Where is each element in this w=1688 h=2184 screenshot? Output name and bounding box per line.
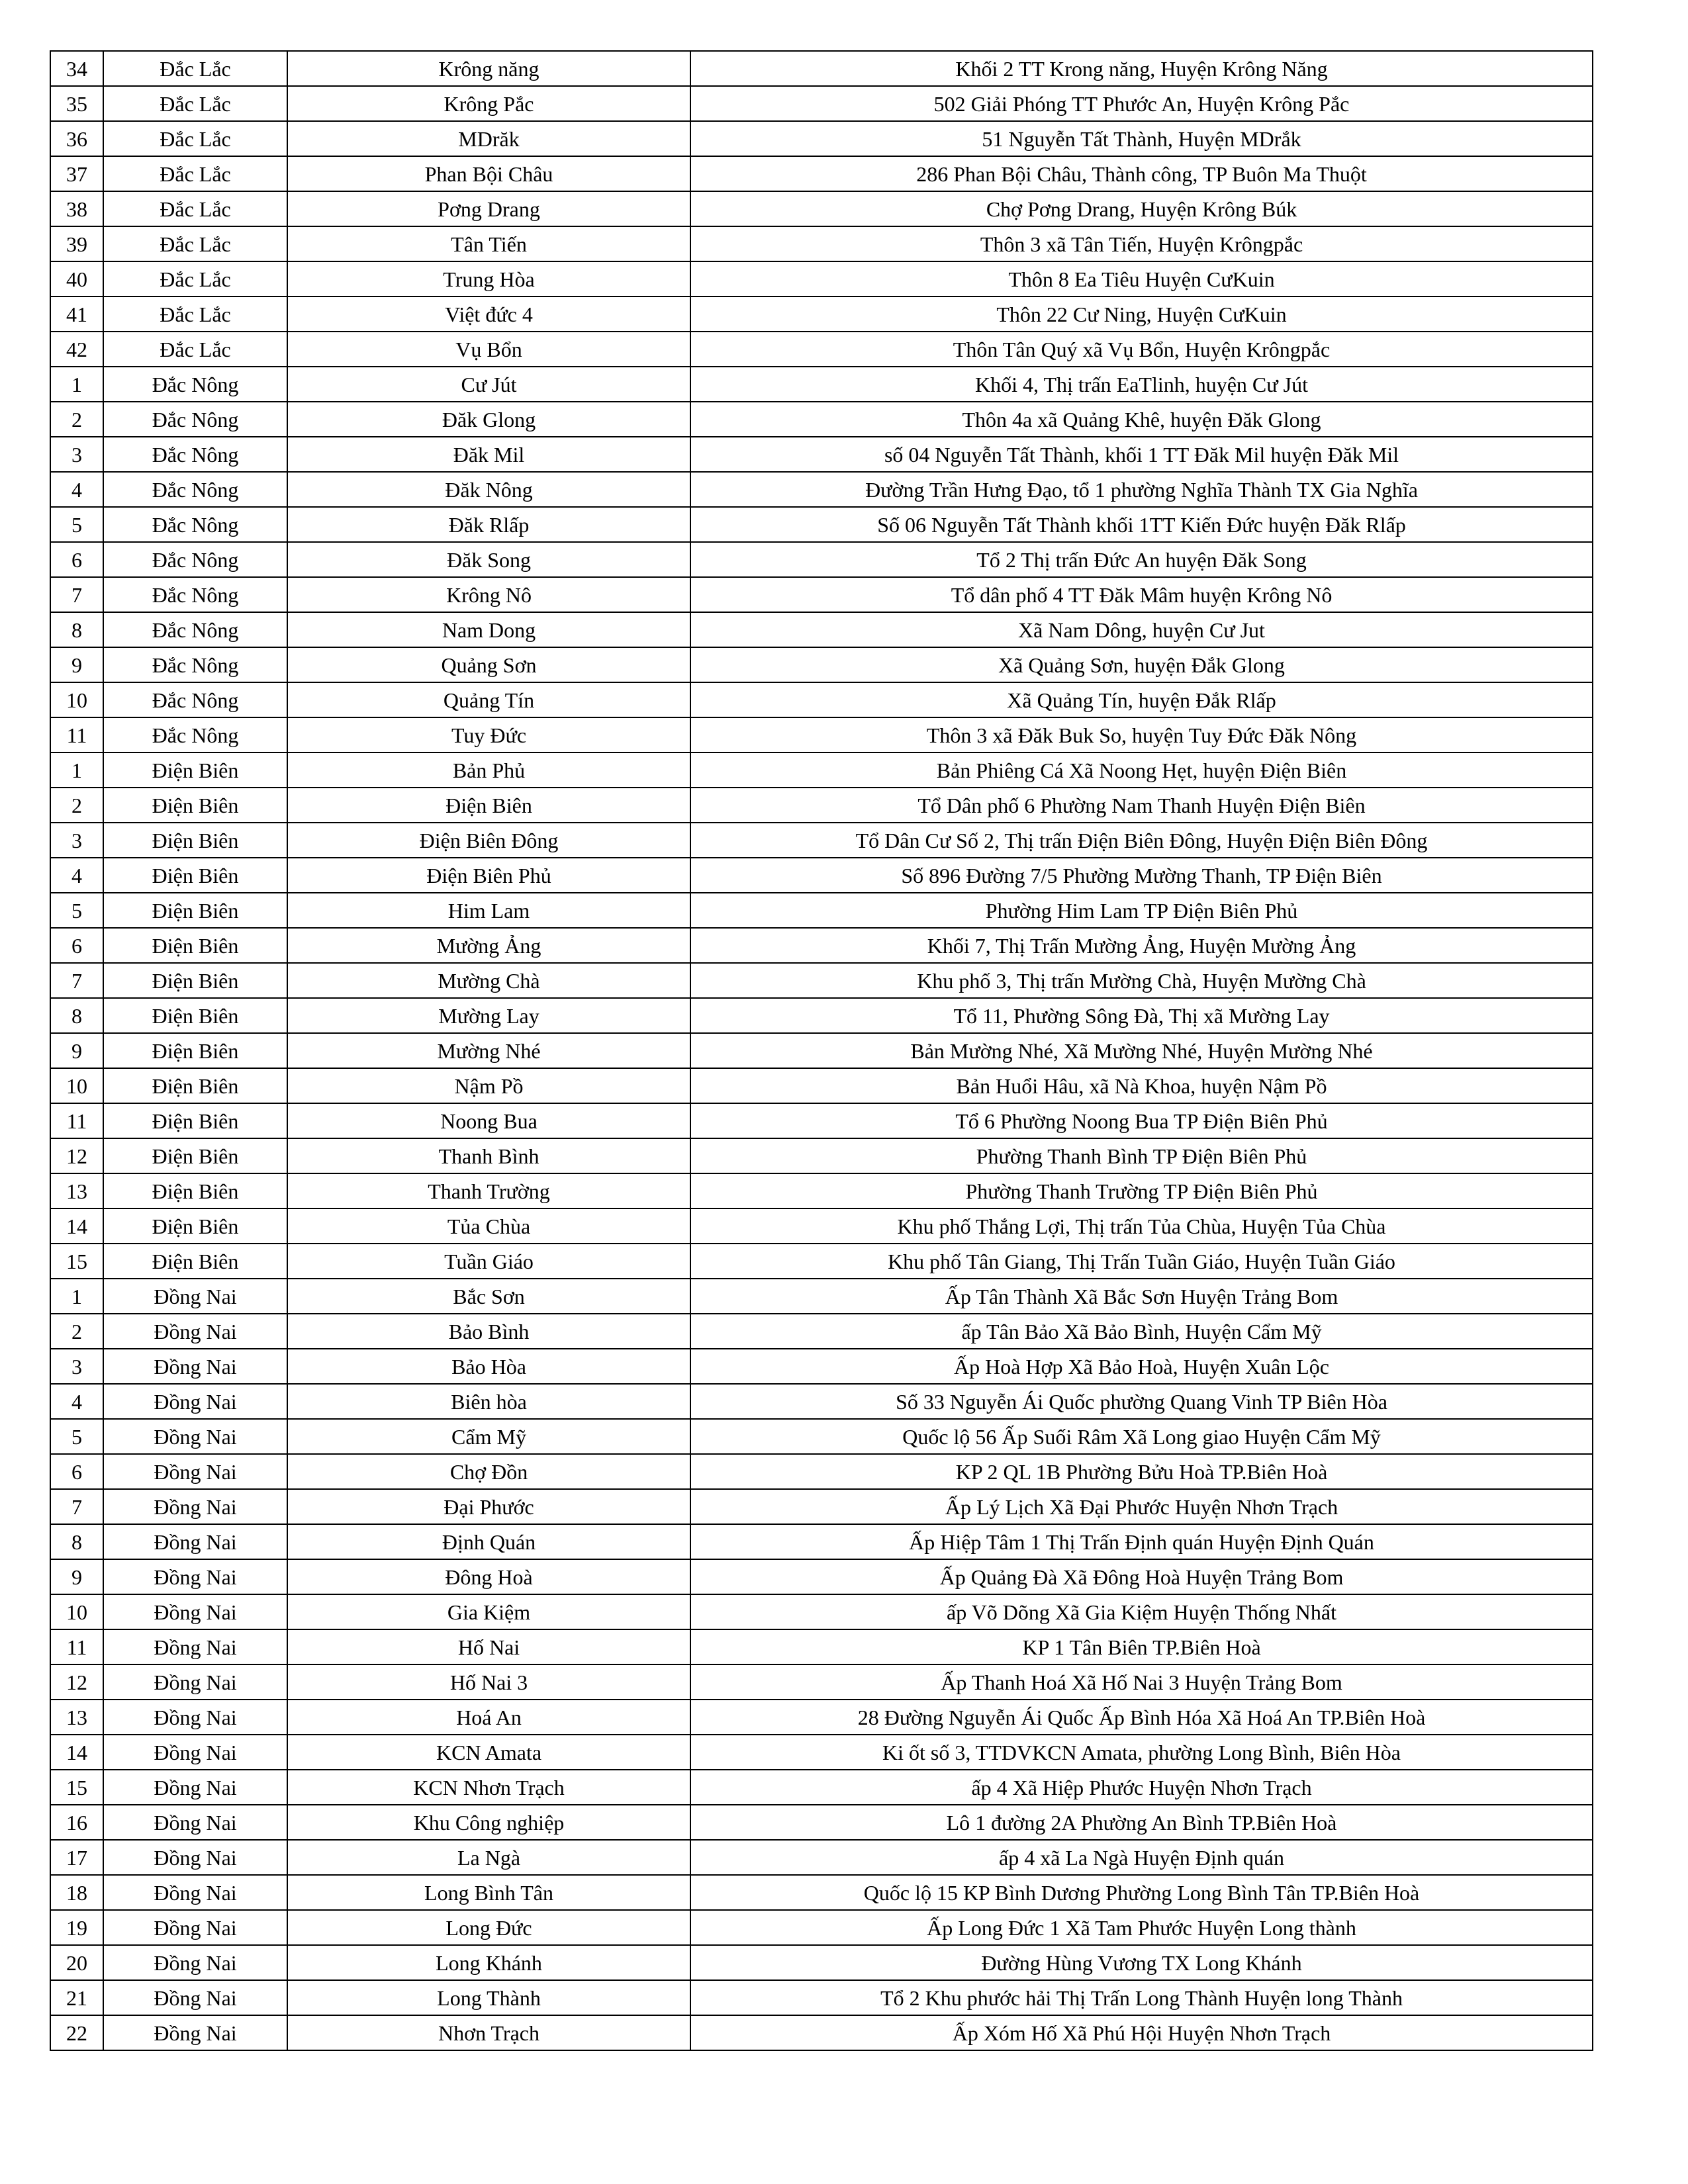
address-cell: Đường Hùng Vương TX Long Khánh [690, 1945, 1593, 1980]
row-number-cell: 17 [50, 1840, 103, 1875]
province-cell: Điện Biên [103, 998, 287, 1033]
address-cell: Thôn 8 Ea Tiêu Huyện CưKuin [690, 261, 1593, 296]
province-cell: Đồng Nai [103, 1594, 287, 1629]
address-cell: Đường Trần Hưng Đạo, tổ 1 phường Nghĩa Thành TX Gia Nghĩa [690, 472, 1593, 507]
province-cell: Đắc Nông [103, 542, 287, 577]
row-number-cell: 6 [50, 1454, 103, 1489]
province-cell: Đắc Lắc [103, 261, 287, 296]
province-cell: Đồng Nai [103, 1735, 287, 1770]
address-cell: Bản Mường Nhé, Xã Mường Nhé, Huyện Mường Nhé [690, 1033, 1593, 1068]
address-cell: Khối 2 TT Krong năng, Huyện Krông Năng [690, 51, 1593, 86]
table-row [50, 893, 1593, 928]
name-cell: Đông Hoà [287, 1559, 690, 1594]
name-cell: La Ngà [287, 1840, 690, 1875]
name-cell: Pơng Drang [287, 191, 690, 226]
address-cell: Số 896 Đường 7/5 Phường Mường Thanh, TP Điện Biên [690, 858, 1593, 893]
name-cell: Krông năng [287, 51, 690, 86]
province-cell: Điện Biên [103, 788, 287, 823]
province-cell: Đồng Nai [103, 1559, 287, 1594]
name-cell: Nhơn Trạch [287, 2015, 690, 2050]
province-cell: Đồng Nai [103, 1664, 287, 1700]
address-cell: ấp Tân Bảo Xã Bảo Bình, Huyện Cẩm Mỹ [690, 1314, 1593, 1349]
row-number-cell: 9 [50, 647, 103, 682]
province-cell: Đồng Nai [103, 1349, 287, 1384]
row-number-cell: 13 [50, 1173, 103, 1208]
table-row [50, 1103, 1593, 1138]
name-cell: Tân Tiến [287, 226, 690, 261]
province-cell: Đồng Nai [103, 1980, 287, 2015]
province-cell: Đắc Nông [103, 717, 287, 752]
row-number-cell: 5 [50, 1419, 103, 1454]
province-cell: Đồng Nai [103, 1700, 287, 1735]
province-cell: Điện Biên [103, 1103, 287, 1138]
table-row [50, 51, 1593, 86]
row-number-cell: 37 [50, 156, 103, 191]
table-row [50, 1419, 1593, 1454]
name-cell: Noong Bua [287, 1103, 690, 1138]
name-cell: Mường Chà [287, 963, 690, 998]
name-cell: Bảo Bình [287, 1314, 690, 1349]
province-cell: Điện Biên [103, 928, 287, 963]
row-number-cell: 6 [50, 928, 103, 963]
table-row [50, 963, 1593, 998]
row-number-cell: 39 [50, 226, 103, 261]
address-cell: Tổ dân phố 4 TT Đăk Mâm huyện Krông Nô [690, 577, 1593, 612]
name-cell: Hố Nai 3 [287, 1664, 690, 1700]
address-cell: Tổ 6 Phường Noong Bua TP Điện Biên Phủ [690, 1103, 1593, 1138]
address-cell: Ấp Lý Lịch Xã Đại Phước Huyện Nhơn Trạch [690, 1489, 1593, 1524]
name-cell: KCN Amata [287, 1735, 690, 1770]
name-cell: Quảng Sơn [287, 647, 690, 682]
row-number-cell: 19 [50, 1910, 103, 1945]
address-cell: 286 Phan Bội Châu, Thành công, TP Buôn Ma Thuột [690, 156, 1593, 191]
row-number-cell: 16 [50, 1805, 103, 1840]
row-number-cell: 2 [50, 402, 103, 437]
row-number-cell: 15 [50, 1244, 103, 1279]
name-cell: Đại Phước [287, 1489, 690, 1524]
table-row [50, 998, 1593, 1033]
address-cell: Xã Nam Dông, huyện Cư Jut [690, 612, 1593, 647]
name-cell: Trung Hòa [287, 261, 690, 296]
province-cell: Điện Biên [103, 823, 287, 858]
name-cell: Chợ Đồn [287, 1454, 690, 1489]
row-number-cell: 2 [50, 1314, 103, 1349]
province-cell: Đắc Nông [103, 647, 287, 682]
table-row [50, 1524, 1593, 1559]
name-cell: Bản Phủ [287, 752, 690, 788]
row-number-cell: 11 [50, 1103, 103, 1138]
table-row [50, 1840, 1593, 1875]
address-cell: Khu phố Tân Giang, Thị Trấn Tuần Giáo, Huyện Tuần Giáo [690, 1244, 1593, 1279]
name-cell: Thanh Bình [287, 1138, 690, 1173]
address-cell: ấp 4 Xã Hiệp Phước Huyện Nhơn Trạch [690, 1770, 1593, 1805]
table-row [50, 1314, 1593, 1349]
name-cell: Tủa Chùa [287, 1208, 690, 1244]
table-row [50, 437, 1593, 472]
table-row [50, 1033, 1593, 1068]
province-cell: Đắc Nông [103, 402, 287, 437]
table-row [50, 612, 1593, 647]
row-number-cell: 4 [50, 472, 103, 507]
row-number-cell: 13 [50, 1700, 103, 1735]
table-row [50, 226, 1593, 261]
row-number-cell: 14 [50, 1735, 103, 1770]
table-row [50, 296, 1593, 332]
table-row [50, 682, 1593, 717]
address-cell: Tổ Dân phố 6 Phường Nam Thanh Huyện Điện Biên [690, 788, 1593, 823]
name-cell: Đăk Song [287, 542, 690, 577]
name-cell: Điện Biên [287, 788, 690, 823]
province-cell: Đồng Nai [103, 2015, 287, 2050]
row-number-cell: 22 [50, 2015, 103, 2050]
name-cell: Long Bình Tân [287, 1875, 690, 1910]
name-cell: Định Quán [287, 1524, 690, 1559]
row-number-cell: 7 [50, 577, 103, 612]
row-number-cell: 1 [50, 1279, 103, 1314]
address-cell: Bản Phiêng Cá Xã Noong Hẹt, huyện Điện Biên [690, 752, 1593, 788]
row-number-cell: 6 [50, 542, 103, 577]
name-cell: Long Đức [287, 1910, 690, 1945]
table-row [50, 1805, 1593, 1840]
row-number-cell: 42 [50, 332, 103, 367]
table-row [50, 2015, 1593, 2050]
table-row [50, 647, 1593, 682]
table-row [50, 1629, 1593, 1664]
province-cell: Đắc Nông [103, 507, 287, 542]
name-cell: Điện Biên Đông [287, 823, 690, 858]
row-number-cell: 21 [50, 1980, 103, 2015]
table-row [50, 1384, 1593, 1419]
province-cell: Đắc Lắc [103, 51, 287, 86]
name-cell: Đăk Mil [287, 437, 690, 472]
province-cell: Đắc Nông [103, 577, 287, 612]
table-row [50, 1735, 1593, 1770]
name-cell: Đăk Nông [287, 472, 690, 507]
name-cell: Khu Công nghiệp [287, 1805, 690, 1840]
address-cell: Xã Quảng Tín, huyện Đắk Rlấp [690, 682, 1593, 717]
province-cell: Đồng Nai [103, 1524, 287, 1559]
row-number-cell: 1 [50, 367, 103, 402]
address-cell: Phường Thanh Trường TP Điện Biên Phủ [690, 1173, 1593, 1208]
row-number-cell: 10 [50, 1594, 103, 1629]
province-cell: Điện Biên [103, 1244, 287, 1279]
row-number-cell: 9 [50, 1033, 103, 1068]
table-row [50, 577, 1593, 612]
table-row [50, 858, 1593, 893]
province-cell: Đắc Nông [103, 612, 287, 647]
address-cell: Thôn 3 xã Tân Tiến, Huyện Krôngpắc [690, 226, 1593, 261]
province-cell: Đồng Nai [103, 1419, 287, 1454]
row-number-cell: 2 [50, 788, 103, 823]
province-cell: Điện Biên [103, 1068, 287, 1103]
table-row [50, 928, 1593, 963]
address-cell: Phường Him Lam TP Điện Biên Phủ [690, 893, 1593, 928]
table-row [50, 717, 1593, 752]
name-cell: Điện Biên Phủ [287, 858, 690, 893]
province-cell: Đắc Lắc [103, 332, 287, 367]
table-row [50, 542, 1593, 577]
address-cell: Tổ 2 Thị trấn Đức An huyện Đăk Song [690, 542, 1593, 577]
row-number-cell: 7 [50, 1489, 103, 1524]
table-row [50, 1700, 1593, 1735]
row-number-cell: 10 [50, 1068, 103, 1103]
province-cell: Điện Biên [103, 1138, 287, 1173]
table-row [50, 472, 1593, 507]
province-cell: Điện Biên [103, 963, 287, 998]
table-row [50, 86, 1593, 121]
province-cell: Đồng Nai [103, 1840, 287, 1875]
province-cell: Đắc Lắc [103, 191, 287, 226]
address-cell: 51 Nguyễn Tất Thành, Huyện MDrắk [690, 121, 1593, 156]
row-number-cell: 4 [50, 858, 103, 893]
province-cell: Đồng Nai [103, 1945, 287, 1980]
address-cell: KP 1 Tân Biên TP.Biên Hoà [690, 1629, 1593, 1664]
address-cell: Ấp Thanh Hoá Xã Hố Nai 3 Huyện Trảng Bom [690, 1664, 1593, 1700]
address-cell: Phường Thanh Bình TP Điện Biên Phủ [690, 1138, 1593, 1173]
province-cell: Đồng Nai [103, 1489, 287, 1524]
name-cell: Hoá An [287, 1700, 690, 1735]
name-cell: Đăk Rlấp [287, 507, 690, 542]
province-cell: Đồng Nai [103, 1454, 287, 1489]
table-row [50, 1559, 1593, 1594]
name-cell: MDrăk [287, 121, 690, 156]
row-number-cell: 11 [50, 717, 103, 752]
table-row [50, 823, 1593, 858]
name-cell: Cẩm Mỹ [287, 1419, 690, 1454]
address-cell: Ấp Hiệp Tâm 1 Thị Trấn Định quán Huyện Định Quán [690, 1524, 1593, 1559]
address-cell: Quốc lộ 56 Ấp Suối Râm Xã Long giao Huyện Cẩm Mỹ [690, 1419, 1593, 1454]
name-cell: Phan Bội Châu [287, 156, 690, 191]
table-row [50, 402, 1593, 437]
name-cell: Him Lam [287, 893, 690, 928]
row-number-cell: 8 [50, 612, 103, 647]
address-cell: Khối 7, Thị Trấn Mường Ảng, Huyện Mường Ảng [690, 928, 1593, 963]
table-row [50, 1138, 1593, 1173]
province-cell: Đắc Lắc [103, 296, 287, 332]
branch-address-table [50, 50, 1593, 2051]
name-cell: Quảng Tín [287, 682, 690, 717]
address-cell: Thôn Tân Quý xã Vụ Bổn, Huyện Krôngpắc [690, 332, 1593, 367]
province-cell: Điện Biên [103, 1173, 287, 1208]
address-cell: ấp 4 xã La Ngà Huyện Định quán [690, 1840, 1593, 1875]
province-cell: Đồng Nai [103, 1875, 287, 1910]
province-cell: Đắc Nông [103, 367, 287, 402]
address-cell: Ấp Tân Thành Xã Bắc Sơn Huyện Trảng Bom [690, 1279, 1593, 1314]
address-cell: Tổ Dân Cư Số 2, Thị trấn Điện Biên Đông, Huyện Điện Biên Đông [690, 823, 1593, 858]
province-cell: Đồng Nai [103, 1384, 287, 1419]
table-row [50, 1068, 1593, 1103]
province-cell: Điện Biên [103, 752, 287, 788]
table-row [50, 191, 1593, 226]
address-cell: Quốc lộ 15 KP Bình Dương Phường Long Bình Tân TP.Biên Hoà [690, 1875, 1593, 1910]
table-row [50, 1173, 1593, 1208]
table-row [50, 367, 1593, 402]
table-row [50, 1664, 1593, 1700]
address-cell: Khu phố 3, Thị trấn Mường Chà, Huyện Mường Chà [690, 963, 1593, 998]
name-cell: Vụ Bổn [287, 332, 690, 367]
row-number-cell: 8 [50, 1524, 103, 1559]
name-cell: Gia Kiệm [287, 1594, 690, 1629]
table-row [50, 1945, 1593, 1980]
address-cell: Thôn 3 xã Đăk Buk So, huyện Tuy Đức Đăk Nông [690, 717, 1593, 752]
table-row [50, 1244, 1593, 1279]
province-cell: Đắc Lắc [103, 86, 287, 121]
address-cell: Ấp Hoà Hợp Xã Bảo Hoà, Huyện Xuân Lộc [690, 1349, 1593, 1384]
name-cell: Mường Lay [287, 998, 690, 1033]
address-cell: Tổ 11, Phường Sông Đà, Thị xã Mường Lay [690, 998, 1593, 1033]
address-cell: Khối 4, Thị trấn EaTlinh, huyện Cư Jút [690, 367, 1593, 402]
table-row [50, 1770, 1593, 1805]
address-cell: Xã Quảng Sơn, huyện Đắk Glong [690, 647, 1593, 682]
address-cell: Khu phố Thắng Lợi, Thị trấn Tủa Chùa, Huyện Tủa Chùa [690, 1208, 1593, 1244]
table-row [50, 1208, 1593, 1244]
row-number-cell: 4 [50, 1384, 103, 1419]
table-row [50, 261, 1593, 296]
table-row [50, 507, 1593, 542]
table-row [50, 156, 1593, 191]
table-row [50, 121, 1593, 156]
name-cell: Krông Pắc [287, 86, 690, 121]
table-row [50, 1910, 1593, 1945]
row-number-cell: 3 [50, 437, 103, 472]
name-cell: Bảo Hòa [287, 1349, 690, 1384]
province-cell: Đắc Lắc [103, 121, 287, 156]
province-cell: Điện Biên [103, 1033, 287, 1068]
province-cell: Đồng Nai [103, 1910, 287, 1945]
row-number-cell: 18 [50, 1875, 103, 1910]
name-cell: Long Thành [287, 1980, 690, 2015]
row-number-cell: 35 [50, 86, 103, 121]
name-cell: Nam Dong [287, 612, 690, 647]
name-cell: Mường Ảng [287, 928, 690, 963]
row-number-cell: 12 [50, 1138, 103, 1173]
row-number-cell: 7 [50, 963, 103, 998]
province-cell: Điện Biên [103, 858, 287, 893]
row-number-cell: 9 [50, 1559, 103, 1594]
row-number-cell: 5 [50, 507, 103, 542]
address-cell: Lô 1 đường 2A Phường An Bình TP.Biên Hoà [690, 1805, 1593, 1840]
province-cell: Điện Biên [103, 893, 287, 928]
table-row [50, 1980, 1593, 2015]
row-number-cell: 1 [50, 752, 103, 788]
name-cell: Mường Nhé [287, 1033, 690, 1068]
address-cell: Ấp Long Đức 1 Xã Tam Phước Huyện Long thành [690, 1910, 1593, 1945]
name-cell: Thanh Trường [287, 1173, 690, 1208]
name-cell: Cư Jút [287, 367, 690, 402]
address-cell: 502 Giải Phóng TT Phước An, Huyện Krông Pắc [690, 86, 1593, 121]
address-cell: Số 33 Nguyễn Ái Quốc phường Quang Vinh TP Biên Hòa [690, 1384, 1593, 1419]
row-number-cell: 38 [50, 191, 103, 226]
name-cell: KCN Nhơn Trạch [287, 1770, 690, 1805]
row-number-cell: 3 [50, 1349, 103, 1384]
province-cell: Đồng Nai [103, 1770, 287, 1805]
address-cell: Chợ Pơng Drang, Huyện Krông Búk [690, 191, 1593, 226]
row-number-cell: 12 [50, 1664, 103, 1700]
name-cell: Tuy Đức [287, 717, 690, 752]
province-cell: Đồng Nai [103, 1629, 287, 1664]
row-number-cell: 5 [50, 893, 103, 928]
table-row [50, 1454, 1593, 1489]
address-cell: ấp Võ Dõng Xã Gia Kiệm Huyện Thống Nhất [690, 1594, 1593, 1629]
address-cell: Tổ 2 Khu phước hải Thị Trấn Long Thành Huyện long Thành [690, 1980, 1593, 2015]
table-row [50, 1489, 1593, 1524]
row-number-cell: 40 [50, 261, 103, 296]
name-cell: Đăk Glong [287, 402, 690, 437]
row-number-cell: 34 [50, 51, 103, 86]
address-cell: Bản Huổi Hâu, xã Nà Khoa, huyện Nậm Pồ [690, 1068, 1593, 1103]
table-row [50, 1594, 1593, 1629]
name-cell: Tuần Giáo [287, 1244, 690, 1279]
row-number-cell: 8 [50, 998, 103, 1033]
table-row [50, 1279, 1593, 1314]
row-number-cell: 41 [50, 296, 103, 332]
row-number-cell: 11 [50, 1629, 103, 1664]
name-cell: Long Khánh [287, 1945, 690, 1980]
table-row [50, 332, 1593, 367]
address-cell: Thôn 22 Cư Ning, Huyện CưKuin [690, 296, 1593, 332]
province-cell: Đồng Nai [103, 1279, 287, 1314]
address-cell: Số 06 Nguyễn Tất Thành khối 1TT Kiến Đức huyện Đăk Rlấp [690, 507, 1593, 542]
province-cell: Đắc Nông [103, 437, 287, 472]
address-cell: Ấp Quảng Đà Xã Đông Hoà Huyện Trảng Bom [690, 1559, 1593, 1594]
name-cell: Việt đức 4 [287, 296, 690, 332]
table-row [50, 1875, 1593, 1910]
name-cell: Biên hòa [287, 1384, 690, 1419]
address-cell: Thôn 4a xã Quảng Khê, huyện Đăk Glong [690, 402, 1593, 437]
province-cell: Đắc Lắc [103, 156, 287, 191]
address-cell: KP 2 QL 1B Phường Bửu Hoà TP.Biên Hoà [690, 1454, 1593, 1489]
table-row [50, 1349, 1593, 1384]
address-cell: Ki ốt số 3, TTDVKCN Amata, phường Long Bình, Biên Hòa [690, 1735, 1593, 1770]
row-number-cell: 3 [50, 823, 103, 858]
province-cell: Đắc Nông [103, 682, 287, 717]
address-cell: Ấp Xóm Hố Xã Phú Hội Huyện Nhơn Trạch [690, 2015, 1593, 2050]
row-number-cell: 10 [50, 682, 103, 717]
address-cell: số 04 Nguyễn Tất Thành, khối 1 TT Đăk Mil huyện Đăk Mil [690, 437, 1593, 472]
province-cell: Đồng Nai [103, 1805, 287, 1840]
name-cell: Hố Nai [287, 1629, 690, 1664]
address-cell: 28 Đường Nguyễn Ái Quốc Ấp Bình Hóa Xã Hoá An TP.Biên Hoà [690, 1700, 1593, 1735]
province-cell: Điện Biên [103, 1208, 287, 1244]
row-number-cell: 14 [50, 1208, 103, 1244]
province-cell: Đồng Nai [103, 1314, 287, 1349]
row-number-cell: 20 [50, 1945, 103, 1980]
table-body [50, 51, 1593, 2050]
table-row [50, 788, 1593, 823]
row-number-cell: 36 [50, 121, 103, 156]
table-row [50, 752, 1593, 788]
name-cell: Krông Nô [287, 577, 690, 612]
province-cell: Đắc Nông [103, 472, 287, 507]
row-number-cell: 15 [50, 1770, 103, 1805]
name-cell: Bắc Sơn [287, 1279, 690, 1314]
province-cell: Đắc Lắc [103, 226, 287, 261]
name-cell: Nậm Pồ [287, 1068, 690, 1103]
